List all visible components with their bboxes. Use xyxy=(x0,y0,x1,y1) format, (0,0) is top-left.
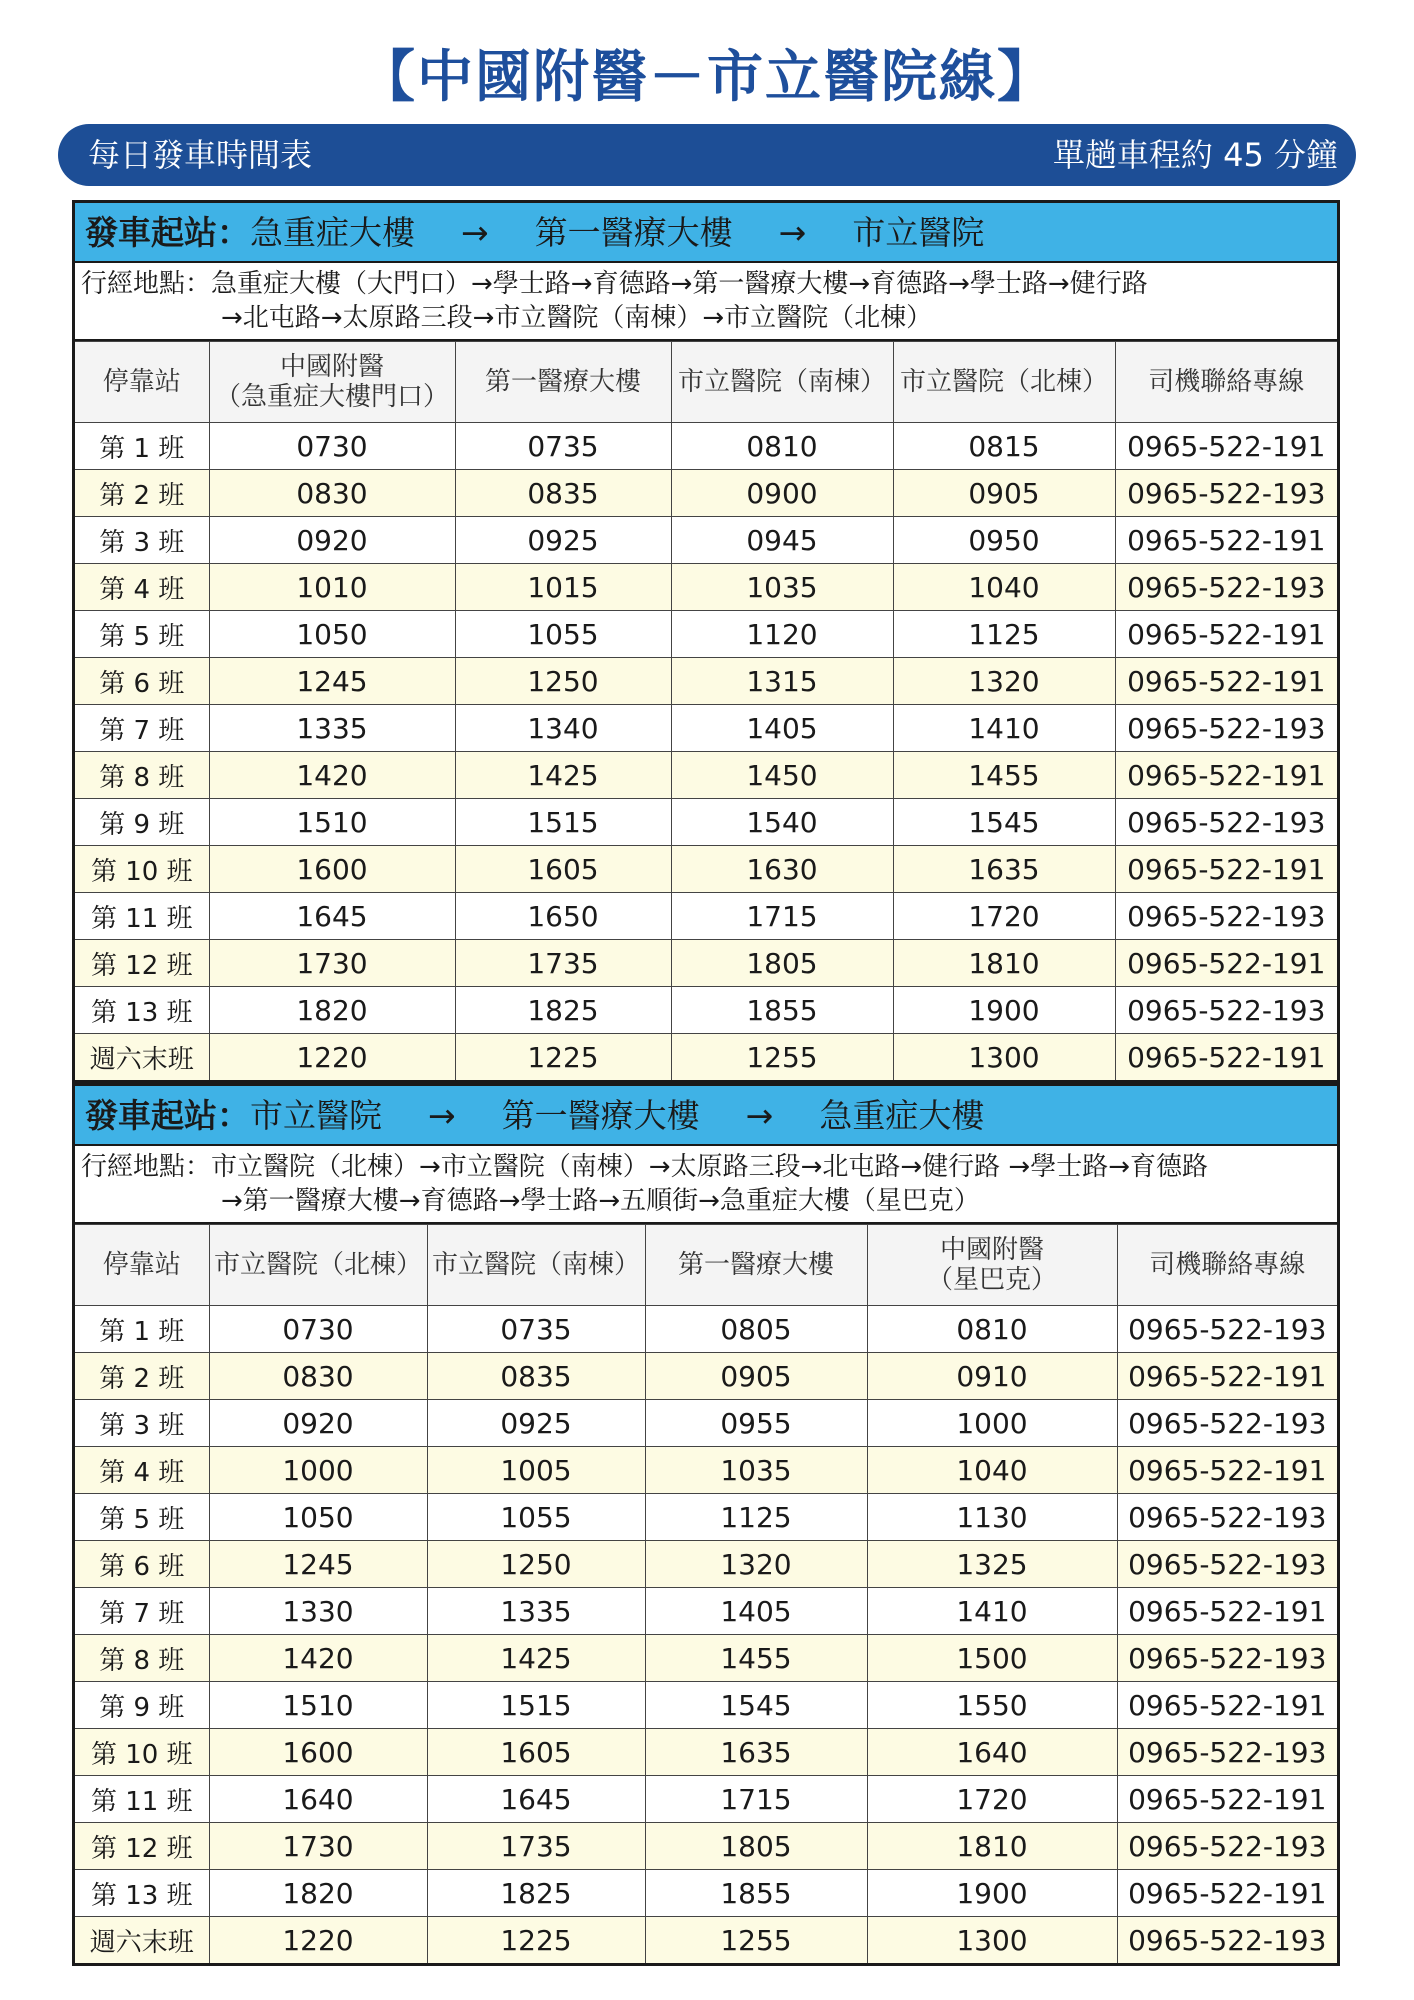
time-cell: 1450 xyxy=(671,752,893,799)
table-row xyxy=(75,611,1337,658)
stop-cell: 第 3 班 xyxy=(75,517,209,564)
timetable-section-outbound xyxy=(72,200,1340,1083)
stop-2: 第一醫療大樓 xyxy=(501,1096,700,1135)
time-cell: 1735 xyxy=(427,1823,645,1870)
time-cell: 1645 xyxy=(209,893,455,940)
time-cell: 0910 xyxy=(867,1353,1117,1400)
time-cell: 1325 xyxy=(867,1541,1117,1588)
phone-cell: 0965-522-191 xyxy=(1117,1588,1337,1635)
time-cell: 1130 xyxy=(867,1494,1117,1541)
time-cell: 0900 xyxy=(671,470,893,517)
table-row xyxy=(75,470,1337,517)
stop-cell: 第 10 班 xyxy=(75,846,209,893)
stop-cell: 第 4 班 xyxy=(75,1447,209,1494)
stop-3: 急重症大樓 xyxy=(819,1096,985,1135)
table-header-row xyxy=(75,342,1337,423)
table-row xyxy=(75,1729,1337,1776)
time-cell: 1040 xyxy=(867,1447,1117,1494)
time-cell: 1120 xyxy=(671,611,893,658)
stop-cell: 第 10 班 xyxy=(75,1729,209,1776)
stop-cell: 第 1 班 xyxy=(75,1306,209,1353)
table-row xyxy=(75,1400,1337,1447)
phone-cell: 0965-522-191 xyxy=(1117,1870,1337,1917)
stop-cell: 第 11 班 xyxy=(75,893,209,940)
route-line-2: →北屯路→太原路三段→市立醫院（南棟）→市立醫院（北棟） xyxy=(221,303,933,333)
table-row xyxy=(75,658,1337,705)
column-header: 市立醫院（南棟） xyxy=(427,1225,645,1306)
time-cell: 1250 xyxy=(427,1541,645,1588)
arrow: → xyxy=(778,213,807,252)
column-header: 市立醫院（南棟） xyxy=(671,342,893,423)
column-header: 司機聯絡專線 xyxy=(1115,342,1337,423)
time-cell: 1300 xyxy=(867,1917,1117,1964)
table-row xyxy=(75,1870,1337,1917)
table-row xyxy=(75,1917,1337,1964)
time-cell: 1730 xyxy=(209,1823,427,1870)
time-cell: 1650 xyxy=(455,893,671,940)
table-row xyxy=(75,1541,1337,1588)
time-cell: 1420 xyxy=(209,1635,427,1682)
timetable xyxy=(75,341,1337,1080)
section-header xyxy=(75,1086,1337,1146)
time-cell: 1805 xyxy=(671,940,893,987)
time-cell: 0835 xyxy=(427,1353,645,1400)
time-cell: 1055 xyxy=(427,1494,645,1541)
time-cell: 1605 xyxy=(455,846,671,893)
time-cell: 1425 xyxy=(427,1635,645,1682)
time-cell: 1545 xyxy=(893,799,1115,846)
time-cell: 1225 xyxy=(427,1917,645,1964)
time-cell: 1225 xyxy=(455,1034,671,1081)
phone-cell: 0965-522-191 xyxy=(1115,423,1337,470)
time-cell: 1510 xyxy=(209,799,455,846)
phone-cell: 0965-522-191 xyxy=(1115,517,1337,564)
phone-cell: 0965-522-191 xyxy=(1115,752,1337,799)
table-row xyxy=(75,987,1337,1034)
table-row xyxy=(75,893,1337,940)
table-row xyxy=(75,1635,1337,1682)
stop-cell: 第 7 班 xyxy=(75,1588,209,1635)
stop-3: 市立醫院 xyxy=(852,213,985,252)
time-cell: 1825 xyxy=(455,987,671,1034)
time-cell: 1405 xyxy=(671,705,893,752)
stop-cell: 第 2 班 xyxy=(75,1353,209,1400)
time-cell: 0810 xyxy=(671,423,893,470)
table-row xyxy=(75,940,1337,987)
table-row xyxy=(75,1588,1337,1635)
time-cell: 1500 xyxy=(867,1635,1117,1682)
stop-cell: 週六末班 xyxy=(75,1034,209,1081)
time-cell: 1630 xyxy=(671,846,893,893)
stop-cell: 第 13 班 xyxy=(75,1870,209,1917)
time-cell: 0945 xyxy=(671,517,893,564)
time-cell: 1715 xyxy=(671,893,893,940)
time-cell: 1425 xyxy=(455,752,671,799)
time-cell: 1050 xyxy=(209,1494,427,1541)
banner-trip-duration: 單趟車程約 45 分鐘 xyxy=(1052,136,1338,174)
table-row xyxy=(75,1353,1337,1400)
time-cell: 1220 xyxy=(209,1917,427,1964)
phone-cell: 0965-522-193 xyxy=(1115,893,1337,940)
phone-cell: 0965-522-191 xyxy=(1115,1034,1337,1081)
time-cell: 0835 xyxy=(455,470,671,517)
time-cell: 1730 xyxy=(209,940,455,987)
time-cell: 1550 xyxy=(867,1682,1117,1729)
phone-cell: 0965-522-191 xyxy=(1117,1682,1337,1729)
time-cell: 1220 xyxy=(209,1034,455,1081)
time-cell: 1810 xyxy=(867,1823,1117,1870)
time-cell: 0810 xyxy=(867,1306,1117,1353)
time-cell: 1000 xyxy=(209,1447,427,1494)
time-cell: 1720 xyxy=(893,893,1115,940)
timetable-section-return xyxy=(72,1083,1340,1966)
time-cell: 1600 xyxy=(209,846,455,893)
time-cell: 1635 xyxy=(645,1729,867,1776)
time-cell: 1035 xyxy=(645,1447,867,1494)
time-cell: 1315 xyxy=(671,658,893,705)
table-row xyxy=(75,423,1337,470)
phone-cell: 0965-522-191 xyxy=(1115,611,1337,658)
route-description xyxy=(75,1146,1337,1224)
time-cell: 0830 xyxy=(209,470,455,517)
time-cell: 0920 xyxy=(209,517,455,564)
stop-cell: 第 3 班 xyxy=(75,1400,209,1447)
arrow: → xyxy=(428,1096,456,1135)
time-cell: 0735 xyxy=(455,423,671,470)
phone-cell: 0965-522-193 xyxy=(1117,1635,1337,1682)
start-station-label: 發車起站： xyxy=(85,1096,250,1135)
time-cell: 1405 xyxy=(645,1588,867,1635)
time-cell: 0950 xyxy=(893,517,1115,564)
time-cell: 1540 xyxy=(671,799,893,846)
time-cell: 1720 xyxy=(867,1776,1117,1823)
table-header-row xyxy=(75,1225,1337,1306)
column-header: 停靠站 xyxy=(75,342,209,423)
time-cell: 1455 xyxy=(893,752,1115,799)
phone-cell: 0965-522-193 xyxy=(1117,1541,1337,1588)
stop-cell: 第 5 班 xyxy=(75,1494,209,1541)
time-cell: 1245 xyxy=(209,658,455,705)
phone-cell: 0965-522-191 xyxy=(1117,1447,1337,1494)
phone-cell: 0965-522-193 xyxy=(1115,564,1337,611)
time-cell: 0925 xyxy=(427,1400,645,1447)
time-cell: 1805 xyxy=(645,1823,867,1870)
phone-cell: 0965-522-193 xyxy=(1115,705,1337,752)
table-row xyxy=(75,564,1337,611)
time-cell: 0730 xyxy=(209,1306,427,1353)
time-cell: 1455 xyxy=(645,1635,867,1682)
time-cell: 0735 xyxy=(427,1306,645,1353)
page-title: 【中國附醫－市立醫院線】 xyxy=(359,45,1055,110)
time-cell: 1420 xyxy=(209,752,455,799)
table-row xyxy=(75,1682,1337,1729)
time-cell: 1340 xyxy=(455,705,671,752)
time-cell: 1735 xyxy=(455,940,671,987)
table-row xyxy=(75,846,1337,893)
stop-cell: 第 11 班 xyxy=(75,1776,209,1823)
timetable xyxy=(75,1224,1337,1963)
time-cell: 1900 xyxy=(893,987,1115,1034)
time-cell: 1810 xyxy=(893,940,1115,987)
arrow: → xyxy=(745,1096,774,1135)
time-cell: 1410 xyxy=(893,705,1115,752)
time-cell: 1250 xyxy=(455,658,671,705)
section-header xyxy=(75,203,1337,263)
time-cell: 1320 xyxy=(893,658,1115,705)
time-cell: 1640 xyxy=(209,1776,427,1823)
column-header: 第一醫療大樓 xyxy=(645,1225,867,1306)
stop-1: 市立醫院 xyxy=(250,1096,382,1135)
time-cell: 0905 xyxy=(645,1353,867,1400)
table-row xyxy=(75,1494,1337,1541)
time-cell: 1125 xyxy=(893,611,1115,658)
phone-cell: 0965-522-191 xyxy=(1115,940,1337,987)
table-row xyxy=(75,1823,1337,1870)
table-row xyxy=(75,1306,1337,1353)
stop-1: 急重症大樓 xyxy=(250,213,415,252)
phone-cell: 0965-522-193 xyxy=(1115,470,1337,517)
time-cell: 1515 xyxy=(427,1682,645,1729)
route-line-1: 行經地點：市立醫院（北棟）→市立醫院（南棟）→太原路三段→北屯路→健行路 →學士路→育德路 xyxy=(81,1152,1208,1182)
time-cell: 1855 xyxy=(671,987,893,1034)
time-cell: 1125 xyxy=(645,1494,867,1541)
column-header: 停靠站 xyxy=(75,1225,209,1306)
stop-cell: 第 1 班 xyxy=(75,423,209,470)
time-cell: 1600 xyxy=(209,1729,427,1776)
phone-cell: 0965-522-193 xyxy=(1115,799,1337,846)
phone-cell: 0965-522-193 xyxy=(1117,1729,1337,1776)
table-row xyxy=(75,1447,1337,1494)
stop-cell: 第 6 班 xyxy=(75,658,209,705)
table-row xyxy=(75,517,1337,564)
time-cell: 1255 xyxy=(671,1034,893,1081)
time-cell: 1515 xyxy=(455,799,671,846)
time-cell: 1820 xyxy=(209,1870,427,1917)
time-cell: 1900 xyxy=(867,1870,1117,1917)
time-cell: 1715 xyxy=(645,1776,867,1823)
time-cell: 0955 xyxy=(645,1400,867,1447)
phone-cell: 0965-522-193 xyxy=(1117,1306,1337,1353)
time-cell: 0805 xyxy=(645,1306,867,1353)
stop-cell: 第 9 班 xyxy=(75,1682,209,1729)
stop-cell: 第 6 班 xyxy=(75,1541,209,1588)
banner-daily-timetable: 每日發車時間表 xyxy=(88,136,313,174)
time-cell: 1040 xyxy=(893,564,1115,611)
time-cell: 1645 xyxy=(427,1776,645,1823)
time-cell: 0830 xyxy=(209,1353,427,1400)
time-cell: 0920 xyxy=(209,1400,427,1447)
time-cell: 1055 xyxy=(455,611,671,658)
time-cell: 1825 xyxy=(427,1870,645,1917)
time-cell: 0815 xyxy=(893,423,1115,470)
time-cell: 1050 xyxy=(209,611,455,658)
time-cell: 1855 xyxy=(645,1870,867,1917)
route-line-1: 行經地點：急重症大樓（大門口）→學士路→育德路→第一醫療大樓→育德路→學士路→健行路 xyxy=(81,269,1148,299)
time-cell: 1000 xyxy=(867,1400,1117,1447)
time-cell: 1320 xyxy=(645,1541,867,1588)
column-header: 第一醫療大樓 xyxy=(455,342,671,423)
stop-2: 第一醫療大樓 xyxy=(534,213,733,252)
stop-cell: 第 8 班 xyxy=(75,1635,209,1682)
route-line-2: →第一醫療大樓→育德路→學士路→五順街→急重症大樓（星巴克） xyxy=(221,1186,980,1216)
phone-cell: 0965-522-193 xyxy=(1117,1917,1337,1964)
time-cell: 1005 xyxy=(427,1447,645,1494)
column-header: 中國附醫 （星巴克） xyxy=(867,1225,1117,1306)
phone-cell: 0965-522-193 xyxy=(1117,1823,1337,1870)
stop-cell: 第 7 班 xyxy=(75,705,209,752)
schedule-banner xyxy=(58,124,1356,186)
table-row xyxy=(75,705,1337,752)
column-header: 中國附醫 （急重症大樓門口） xyxy=(209,342,455,423)
stop-cell: 第 9 班 xyxy=(75,799,209,846)
route-description xyxy=(75,263,1337,341)
arrow: → xyxy=(461,213,489,252)
stop-cell: 第 2 班 xyxy=(75,470,209,517)
time-cell: 1335 xyxy=(209,705,455,752)
time-cell: 1545 xyxy=(645,1682,867,1729)
time-cell: 1330 xyxy=(209,1588,427,1635)
time-cell: 1605 xyxy=(427,1729,645,1776)
time-cell: 1640 xyxy=(867,1729,1117,1776)
stop-cell: 第 4 班 xyxy=(75,564,209,611)
phone-cell: 0965-522-191 xyxy=(1117,1776,1337,1823)
time-cell: 1015 xyxy=(455,564,671,611)
stop-cell: 第 12 班 xyxy=(75,940,209,987)
column-header: 市立醫院（北棟） xyxy=(209,1225,427,1306)
phone-cell: 0965-522-191 xyxy=(1115,846,1337,893)
stop-cell: 第 12 班 xyxy=(75,1823,209,1870)
start-station-label: 發車起站： xyxy=(85,213,250,252)
time-cell: 1245 xyxy=(209,1541,427,1588)
table-row xyxy=(75,752,1337,799)
stop-cell: 週六末班 xyxy=(75,1917,209,1964)
column-header: 司機聯絡專線 xyxy=(1117,1225,1337,1306)
phone-cell: 0965-522-193 xyxy=(1117,1494,1337,1541)
time-cell: 0925 xyxy=(455,517,671,564)
time-cell: 1510 xyxy=(209,1682,427,1729)
stop-cell: 第 13 班 xyxy=(75,987,209,1034)
stop-cell: 第 5 班 xyxy=(75,611,209,658)
stop-cell: 第 8 班 xyxy=(75,752,209,799)
phone-cell: 0965-522-193 xyxy=(1115,987,1337,1034)
time-cell: 0730 xyxy=(209,423,455,470)
time-cell: 1010 xyxy=(209,564,455,611)
phone-cell: 0965-522-193 xyxy=(1117,1400,1337,1447)
time-cell: 0905 xyxy=(893,470,1115,517)
table-row xyxy=(75,1034,1337,1081)
time-cell: 1635 xyxy=(893,846,1115,893)
table-row xyxy=(75,799,1337,846)
time-cell: 1300 xyxy=(893,1034,1115,1081)
column-header: 市立醫院（北棟） xyxy=(893,342,1115,423)
phone-cell: 0965-522-191 xyxy=(1115,658,1337,705)
time-cell: 1035 xyxy=(671,564,893,611)
time-cell: 1335 xyxy=(427,1588,645,1635)
time-cell: 1820 xyxy=(209,987,455,1034)
time-cell: 1410 xyxy=(867,1588,1117,1635)
table-row xyxy=(75,1776,1337,1823)
time-cell: 1255 xyxy=(645,1917,867,1964)
phone-cell: 0965-522-191 xyxy=(1117,1353,1337,1400)
